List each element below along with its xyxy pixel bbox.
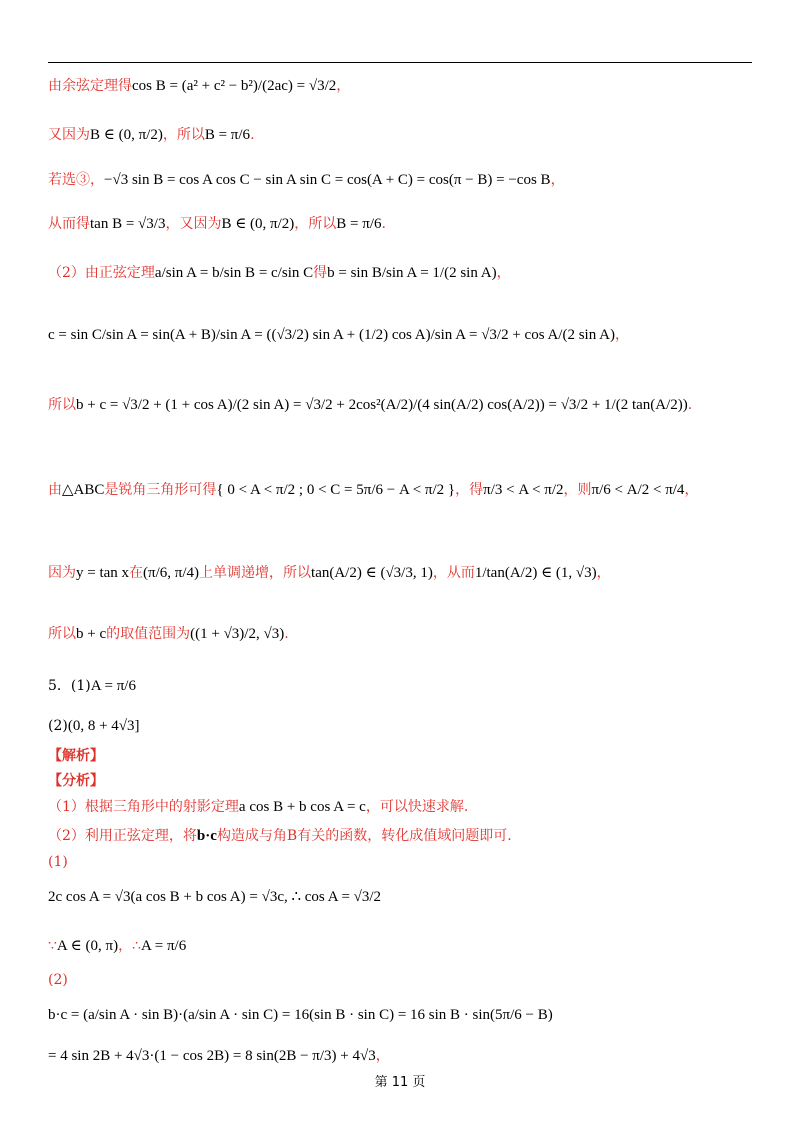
solution-line-14	[48, 771, 760, 791]
text-segment: 【分析】	[48, 773, 104, 789]
formula: b + c	[76, 626, 107, 642]
solution-line-12	[48, 716, 760, 736]
text-segment: ，	[614, 327, 629, 343]
formula: y = tan x	[76, 565, 130, 581]
text-segment: .	[687, 397, 693, 413]
text-segment: 由余弦定理得	[48, 78, 132, 94]
solution-line-7	[48, 395, 760, 415]
solution-line-15	[48, 797, 760, 817]
solution-line-9	[48, 563, 760, 583]
text-segment: 从而得	[48, 216, 90, 232]
solution-line-6	[48, 325, 760, 345]
text-segment: ，	[684, 482, 699, 498]
solution-line-22	[48, 1046, 760, 1066]
formula: A = π/6	[90, 678, 136, 694]
solution-line-3	[48, 170, 760, 190]
text-segment: ，	[496, 265, 511, 281]
text-segment: (2)	[48, 972, 68, 988]
formula: −√3 sin B = cos A cos C − sin A sin C = cos(A + C) = cos(π − B) = −cos B	[104, 172, 551, 188]
formula: A = π/6	[141, 938, 187, 954]
formula: = 4 sin 2B + 4√3·(1 − cos 2B) = 8 sin(2B − π/3) + 4√3	[48, 1048, 376, 1064]
text-segment: 5．(1)	[48, 678, 91, 694]
page-number: 第 11 页	[374, 1075, 426, 1090]
solution-line-13	[48, 746, 760, 766]
text-segment: 所以	[48, 626, 76, 642]
text-segment: 的取值范围为	[106, 626, 191, 642]
formula: B ∈ (0, π/2)	[90, 127, 163, 143]
solution-line-8	[48, 480, 760, 500]
solution-line-16	[48, 826, 760, 846]
formula: c = sin C/sin A = sin(A + B)/sin A = ((√3/2) sin A + (1/2) cos A)/sin A = √3/2 + cos A/(2 sin A)	[48, 327, 615, 343]
text-segment: 在	[129, 565, 144, 581]
text-segment: ，	[375, 1048, 390, 1064]
solution-line-17	[48, 852, 760, 872]
text-segment: ，	[596, 565, 611, 581]
formula: 2c cos A = √3(a cos B + b cos A) = √3c, ∴ cos A = √3/2	[48, 889, 382, 905]
text-segment: ，从而	[432, 565, 475, 581]
text-segment: ，所以	[162, 127, 205, 143]
text-segment: ，	[118, 938, 133, 954]
formula: A ∈ (0, π)	[56, 938, 119, 954]
solution-line-1	[48, 76, 760, 96]
formula: a/sin A = b/sin B = c/sin C	[154, 265, 314, 281]
text-segment: 是锐角三角形可得	[104, 482, 217, 498]
formula: B = π/6	[204, 127, 251, 143]
text-segment: .	[250, 127, 255, 143]
solution-line-10	[48, 624, 760, 644]
formula: { 0 < A < π/2 ; 0 < C = 5π/6 − A < π/2 }	[216, 482, 456, 498]
text-segment: ，可以快速求解.	[365, 799, 469, 815]
formula: b = sin B/sin A = 1/(2 sin A)	[327, 265, 497, 281]
formula: b·c = (a/sin A · sin B)·(a/sin A · sin C) = 16(sin B · sin C) = 16 sin B · sin(5π/6 − B)	[48, 1007, 553, 1023]
text-segment: ∵	[48, 938, 57, 954]
formula: π/6 < A/2 < π/4	[591, 482, 685, 498]
formula: B ∈ (0, π/2)	[221, 216, 295, 232]
text-segment: 【解析】	[48, 748, 104, 764]
text-segment: ，得	[455, 482, 484, 498]
text-segment: 构造成与角B有关的函数，转化成值域问题即可.	[216, 828, 512, 844]
formula: △ABC	[62, 482, 105, 498]
formula: 1/tan(A/2) ∈ (1, √3)	[474, 565, 597, 581]
solution-line-4	[48, 214, 760, 234]
text-segment: ，又因为	[165, 216, 222, 232]
solution-line-20	[48, 970, 760, 990]
text-segment: （2）利用正弦定理，将	[48, 828, 197, 844]
formula: cos B = (a² + c² − b²)/(2ac) = √3/2	[132, 78, 337, 94]
text-segment: .	[381, 216, 386, 232]
formula: b·c	[196, 828, 217, 844]
header-rule	[48, 62, 752, 63]
text-segment: (2)	[48, 718, 68, 734]
text-segment: ，所以	[294, 216, 337, 232]
text-segment: ，则	[563, 482, 592, 498]
text-segment: 得	[313, 265, 328, 281]
solution-line-21	[48, 1005, 760, 1025]
text-segment: ，	[550, 172, 565, 188]
formula: ((1 + √3)/2, √3)	[190, 626, 285, 642]
solution-line-2	[48, 125, 760, 145]
formula: B = π/6	[336, 216, 382, 232]
text-segment: 因为	[48, 565, 76, 581]
text-segment: 由	[48, 482, 62, 498]
solution-line-11	[48, 676, 760, 696]
text-segment: （1）根据三角形中的射影定理	[48, 799, 239, 815]
solution-line-19	[48, 936, 760, 956]
solution-line-18	[48, 887, 760, 907]
formula: b + c = √3/2 + (1 + cos A)/(2 sin A) = √3/2 + 2cos²(A/2)/(4 sin(A/2) cos(A/2)) = √3/2 + 1/(2 tan(A/2))	[76, 397, 688, 413]
text-segment: ∴	[132, 938, 142, 954]
text-segment: 又因为	[48, 127, 90, 143]
solution-line-5	[48, 263, 760, 283]
text-segment: （2）由正弦定理	[48, 265, 155, 281]
formula: (π/6, π/4)	[143, 565, 200, 581]
formula: π/3 < A < π/2	[483, 482, 564, 498]
text-segment: 若选③，	[48, 172, 104, 188]
text-segment: .	[284, 626, 289, 642]
text-segment: ，	[336, 78, 351, 94]
text-segment: 所以	[48, 397, 76, 413]
text-segment: (1)	[48, 854, 68, 870]
formula: tan B = √3/3	[90, 216, 166, 232]
formula: a cos B + b cos A = c	[238, 799, 366, 815]
text-segment: 上单调递增，所以	[199, 565, 312, 581]
formula: (0, 8 + 4√3]	[67, 718, 140, 734]
formula: tan(A/2) ∈ (√3/3, 1)	[311, 565, 433, 581]
